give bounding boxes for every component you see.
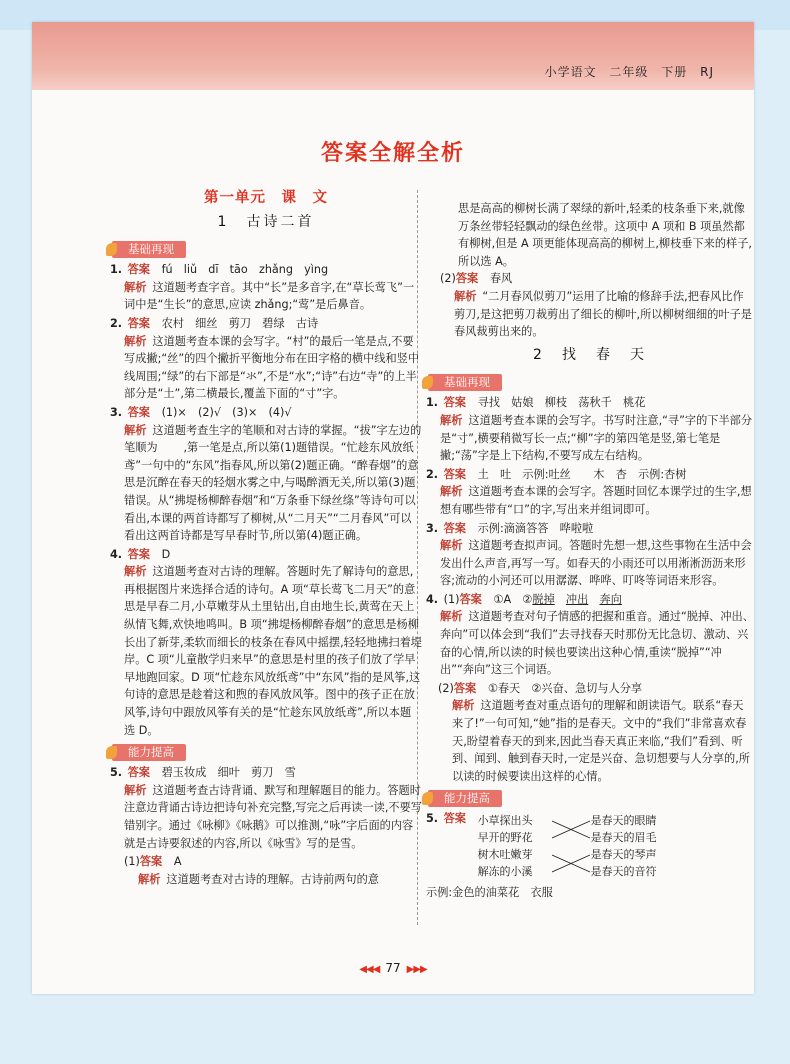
question-2 bbox=[110, 315, 422, 403]
analysis-text: 这道题考查古诗背诵、默写和理解题目的能力。答题时注意边背诵古诗边把诗句补充完整,写完之后再读一读,不要写错别字。通过《咏柳》《咏鹅》可以推测,“咏”字后面的内容就是古诗要叙述的内容,所以《咏雪》写的是雪。 bbox=[124, 783, 422, 850]
question-5 bbox=[110, 764, 422, 852]
match-left-item: 解冻的小溪 bbox=[477, 865, 533, 879]
part-tag: (2) bbox=[440, 272, 456, 286]
match-left-item: 树木吐嫩芽 bbox=[477, 848, 533, 862]
match-right-item: 是春天的音符 bbox=[590, 865, 657, 879]
question-number: 1. bbox=[426, 396, 439, 410]
answer-text: 春风 bbox=[489, 272, 513, 286]
analysis-label: 解析 bbox=[452, 699, 475, 713]
underlined-word: 脱掉 bbox=[532, 592, 555, 606]
analysis-label: 解析 bbox=[440, 610, 463, 624]
lesson-title: 1 古诗二首 bbox=[217, 213, 315, 230]
question-number: 3. bbox=[426, 521, 439, 535]
answer-text: 碧玉妆成 细叶 剪刀 雪 bbox=[161, 766, 296, 780]
analysis-label: 解析 bbox=[124, 783, 147, 797]
answer-text: ①A ② bbox=[493, 592, 533, 606]
right-arrows-icon: ▶▶▶ bbox=[406, 964, 427, 975]
lesson-title: 2 找 春 天 bbox=[533, 346, 647, 363]
page-title: 答案全解全析 bbox=[320, 141, 465, 166]
analysis-label: 解析 bbox=[138, 872, 161, 886]
analysis-label: 解析 bbox=[124, 565, 147, 579]
match-right-item: 是春天的眼睛 bbox=[590, 814, 657, 828]
question-4-part-1 bbox=[426, 591, 754, 679]
analysis-label: 解析 bbox=[124, 334, 147, 348]
answer-label: 答案 bbox=[139, 855, 163, 869]
question-number: 1. bbox=[110, 263, 123, 277]
answer-label: 答案 bbox=[127, 547, 150, 561]
matching-diagram bbox=[478, 812, 728, 896]
answer-text: 寻找 姑娘 柳枝 荡秋千 桃花 bbox=[477, 396, 646, 410]
page-number-text: 77 bbox=[385, 961, 401, 975]
part-tag: (1) bbox=[443, 592, 460, 606]
book-info bbox=[537, 63, 714, 80]
subject-label: 小学语文 bbox=[544, 65, 597, 79]
question-number: 2. bbox=[426, 467, 439, 481]
right-column bbox=[426, 200, 754, 903]
question-number: 4. bbox=[110, 547, 123, 561]
question-5-part-1 bbox=[110, 853, 422, 888]
answer-label: 答案 bbox=[443, 521, 466, 535]
question-number: 2. bbox=[110, 316, 123, 330]
part-tag: (2) bbox=[438, 681, 454, 695]
analysis-label: 解析 bbox=[124, 280, 147, 294]
analysis-text: 这道题考查生字的笔顺和对古诗的掌握。“拔”字左边的笔顺为 ,第一笔是点,所以第(1)题错误。“忙趁东风放纸鸢”一句中的“东风”指春风,所以第(2)题正确。“醉春烟”的意思是沉醉在春天的轻烟水雾之中,与喝醉酒无关,所以第(3)题错误。从“拂堤杨柳醉春烟”和“万条垂下绿丝绦”等诗句可以看出,本课的两首诗都写了柳树,从“二月天”“二月春风”可以看出这两首诗都是写早春时节,所以第(4)题正确。 bbox=[124, 423, 422, 543]
analysis-text: 这道题考查本课的会写字。答题时回忆本课学过的生字,想想有哪些带有“口”的字,写出来并组词即可。 bbox=[440, 485, 752, 516]
answer-label: 答案 bbox=[127, 766, 150, 780]
answer-text: ①春天 ②兴奋、急切与人分享 bbox=[487, 681, 643, 695]
analysis-text: 这道题考查对古诗的理解。古诗前两句的意 bbox=[166, 872, 379, 886]
answer-text: A bbox=[173, 855, 182, 869]
analysis-label: 解析 bbox=[454, 289, 477, 303]
grade-label: 二年级 bbox=[609, 65, 649, 79]
continued-analysis: 思是高高的柳树长满了翠绿的新叶,轻柔的枝条垂下来,就像万条丝带轻轻飘动的绿色丝带。这项中 A 项和 B 项虽然都有柳树,但是 A 项更能体现高高的柳树上,柳枝垂下来的样子,所以选 A。 bbox=[458, 202, 752, 268]
question-number: 5. bbox=[110, 766, 123, 780]
section-basic: 基础再现 bbox=[428, 374, 502, 391]
edition-label: RJ bbox=[700, 65, 714, 79]
answer-text: D bbox=[161, 547, 171, 561]
section-advanced: 能力提高 bbox=[428, 790, 502, 807]
answer-text: (1)× (2)√ (3)× (4)√ bbox=[161, 405, 292, 419]
answer-label: 答案 bbox=[127, 405, 150, 419]
question-2 bbox=[426, 466, 754, 519]
analysis-text: 这道题考查字音。其中“长”是多音字,在“草长莺飞”一词中是“生长”的意思,应读 zhǎng;“莺”是后鼻音。 bbox=[124, 280, 415, 312]
match-left-item: 小草探出头 bbox=[477, 814, 533, 828]
analysis-text: 这道题考查对古诗的理解。答题时先了解诗句的意思,再根据图片来选择合适的诗句。A 项“草长莺飞二月天”的意思是早春二月,小草嫩芽从土里钻出,自由地生长,黄莺在天上纵情飞舞,欢快地鸣叫。B 项“拂堤杨柳醉春烟”的意思是杨柳长出了新芽,柔软而细长的枝条在春风中摇摆,轻轻地拂扫着堤岸。C 项“儿童散学归来早”的意思是村里的孩子们放了学早早地跑回家。D 项“忙趁东风放纸鸢”中“东风”指的是风筝,这句诗的意思是趁着这和煦的春风放风筝。图中的孩子正在放风筝,诗句中跟放风筝有关的是“忙趁东风放纸鸢”,所以本题选 D。 bbox=[124, 565, 422, 737]
left-arrows-icon: ◀◀◀ bbox=[359, 964, 380, 975]
analysis-text: 这道题考查对句子情感的把握和重音。通过“脱掉、冲出、奔向”可以体会到“我们”去寻找春天时那份无比急切、激动、兴奋的心情,所以读的时候也要读出这种心情,重读“脱掉”“冲出”“奔向”这三个词语。 bbox=[440, 610, 754, 677]
part-tag: (1) bbox=[124, 855, 140, 869]
question-4-part-2 bbox=[426, 680, 754, 786]
question-number: 4. bbox=[426, 592, 439, 606]
analysis-label: 解析 bbox=[440, 539, 463, 553]
answer-text: 土 吐 示例:吐丝 木 杏 示例:杏树 bbox=[477, 467, 687, 481]
example-answer: 示例:金色的油菜花 衣服 bbox=[426, 886, 553, 900]
analysis-label: 解析 bbox=[124, 423, 147, 437]
question-3 bbox=[426, 520, 754, 590]
question-5 bbox=[426, 810, 754, 902]
underlined-word: 冲出 bbox=[565, 592, 589, 606]
section-basic: 基础再现 bbox=[112, 241, 186, 258]
question-number: 5. bbox=[426, 812, 439, 826]
analysis-text: 这道题考查对重点语句的理解和朗读语气。联系“春天来了!”一句可知,“她”指的是春天。文中的“我们”非常喜欢春天,盼望着春天的到来,因此当春天真正来临,“我们”看到、听到、闻到、触到春天时,一定是兴奋、急切想要与人分享的,所以读的时候要读出这样的心情。 bbox=[452, 699, 750, 783]
match-lines bbox=[552, 812, 592, 882]
answer-label: 答案 bbox=[443, 812, 466, 826]
answer-label: 答案 bbox=[127, 263, 150, 277]
question-4 bbox=[110, 546, 422, 740]
left-column bbox=[110, 190, 422, 889]
analysis-text: 这道题考查本课的会写字。“村”的最后一笔是点,不要写成撇;“丝”的四个撇折平衡地分布在田字格的横中线和竖中线周围;“绿”的右下部是“氺”,不是“水”;“诗”右边“寺”的上半部分是“土”,第二横最长,覆盖下面的“寸”字。 bbox=[124, 334, 420, 401]
match-left-item: 早开的野花 bbox=[477, 831, 533, 845]
analysis-label: 解析 bbox=[440, 413, 463, 427]
section-advanced: 能力提高 bbox=[112, 744, 186, 761]
answer-page bbox=[32, 22, 754, 994]
unit-title: 第一单元 课 文 bbox=[204, 190, 328, 206]
answer-label: 答案 bbox=[443, 467, 466, 481]
question-1 bbox=[426, 394, 754, 464]
answer-text: 农村 细丝 剪刀 碧绿 古诗 bbox=[161, 316, 319, 330]
answer-label: 答案 bbox=[459, 592, 482, 606]
analysis-text: “二月春风似剪刀”运用了比喻的修辞手法,把春风比作剪刀,是这把剪刀裁剪出了细长的柳叶,所以柳树细细的叶子是春风裁剪出来的。 bbox=[454, 289, 752, 339]
analysis-text: 这道题考查拟声词。答题时先想一想,这些事物在生活中会发出什么声音,再写一写。如春天的小雨还可以用淅淅沥沥来形容;流动的小河还可以用潺潺、哗哗、叮咚等词语来形容。 bbox=[440, 539, 752, 588]
analysis-text: 这道题考查本课的会写字。书写时注意,“寻”字的下半部分是“寸”,横要稍微写长一点;“柳”字的第四笔是竖,第七笔是撇;“荡”字是上下结构,不要写成左右结构。 bbox=[440, 413, 753, 463]
question-number: 3. bbox=[110, 405, 123, 419]
answer-label: 答案 bbox=[127, 316, 150, 330]
answer-text: 示例:滴滴答答 哗啦啦 bbox=[477, 521, 594, 535]
question-1 bbox=[110, 261, 422, 314]
question-5-part-2 bbox=[426, 270, 754, 340]
answer-label: 答案 bbox=[453, 681, 477, 695]
analysis-label: 解析 bbox=[440, 485, 463, 499]
match-right-item: 是春天的琴声 bbox=[590, 848, 657, 862]
underlined-word: 奔向 bbox=[599, 592, 622, 606]
page-number bbox=[32, 961, 754, 975]
answer-label: 答案 bbox=[455, 272, 479, 286]
answer-text: fú liǔ dī tāo zhǎng yìng bbox=[161, 263, 329, 277]
question-3 bbox=[110, 404, 422, 545]
term-label: 下册 bbox=[661, 65, 688, 79]
match-right-item: 是春天的眉毛 bbox=[590, 831, 657, 845]
answer-label: 答案 bbox=[443, 396, 466, 410]
